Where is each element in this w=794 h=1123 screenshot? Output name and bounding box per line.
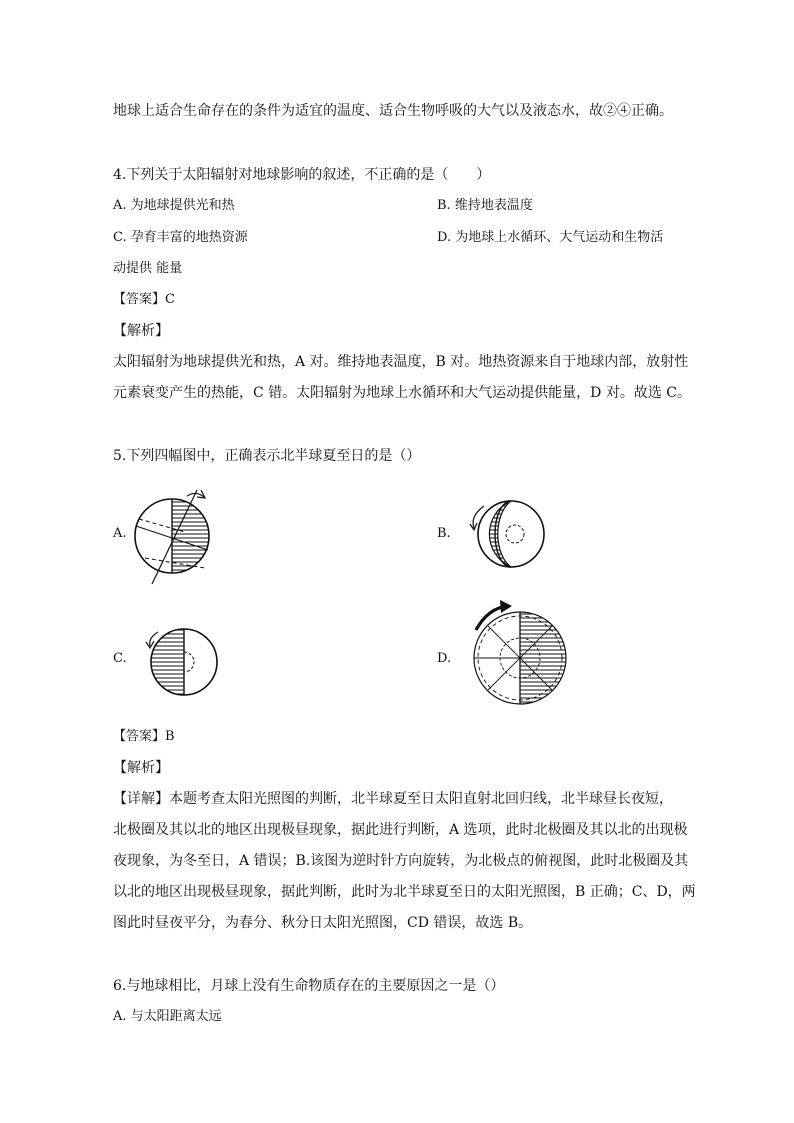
q5-figure-d-illumination-diagram [468, 600, 574, 712]
q5-figure-a-illumination-diagram [125, 484, 225, 588]
q5-detail-line-3: 夜现象，为冬至日，A 错误；B.该图为逆时针方向旋转，为北极点的俯视图，此时北极圈及其 [113, 853, 689, 869]
q5-detail-line-5: 图此时昼夜平分，为春分、秋分日太阳光照图，CD 错误，故选 B。 [113, 915, 533, 931]
q6-stem: 6.与地球相比，月球上没有生命物质存在的主要原因之一是（） [113, 978, 505, 994]
q4-option-b: B. 维持地表温度 [437, 198, 533, 213]
q5-figure-c-illumination-diagram [138, 624, 224, 696]
q4-option-d: D. 为地球上水循环、大气运动和生物活 [437, 230, 664, 245]
q4-analysis-line-2: 元素衰变产生的热能，C 错。太阳辐射为地球上水循环和大气运动提供能量，D 对。故选 C。 [113, 385, 691, 401]
q5-analysis-label: 【解析】 [113, 760, 169, 776]
q4-analysis-line-1: 太阳辐射为地球提供光和热，A 对。维持地表温度，B 对。地热资源来自于地球内部，放射性 [113, 354, 689, 370]
q4-option-c: C. 孕育丰富的地热资源 [113, 230, 248, 245]
q4-option-a: A. 为地球提供光和热 [113, 198, 235, 213]
q5-figure-b-label: B. [437, 526, 451, 541]
q5-figure-b-illumination-diagram [462, 496, 554, 574]
q5-figure-c-label: C. [113, 651, 127, 666]
q5-answer: 【答案】B [113, 729, 175, 744]
q5-detail-line-1: 【详解】本题考查太阳光照图的判断，北半球夏至日太阳直射北回归线，北半球昼长夜短， [113, 791, 673, 807]
q4-answer: 【答案】C [113, 292, 175, 307]
q4-option-d-continued: 动提供 能量 [113, 261, 183, 276]
q5-figure-d-label: D. [437, 651, 452, 666]
q4-analysis-label: 【解析】 [113, 323, 169, 339]
q3-explanation-tail: 地球上适合生命存在的条件为适宜的温度、适合生物呼吸的大气以及液态水，故②④正确。 [113, 103, 673, 119]
q6-option-a: A. 与太阳距离太远 [113, 1009, 222, 1024]
q5-detail-line-4: 以北的地区出现极昼现象，据此判断，此时为北半球夏至日的太阳光照图，B 正确；C、D，两 [113, 884, 696, 900]
q5-detail-line-2: 北极圈及其以北的地区出现极昼现象，据此进行判断，A 选项，此时北极圈及其以北的出现极 [113, 822, 688, 838]
q5-figure-a-label: A. [113, 526, 127, 541]
q4-stem: 4.下列关于太阳辐射对地球影响的叙述，不正确的是（ ） [113, 167, 491, 183]
q5-stem: 5.下列四幅图中，正确表示北半球夏至日的是（） [113, 448, 421, 464]
